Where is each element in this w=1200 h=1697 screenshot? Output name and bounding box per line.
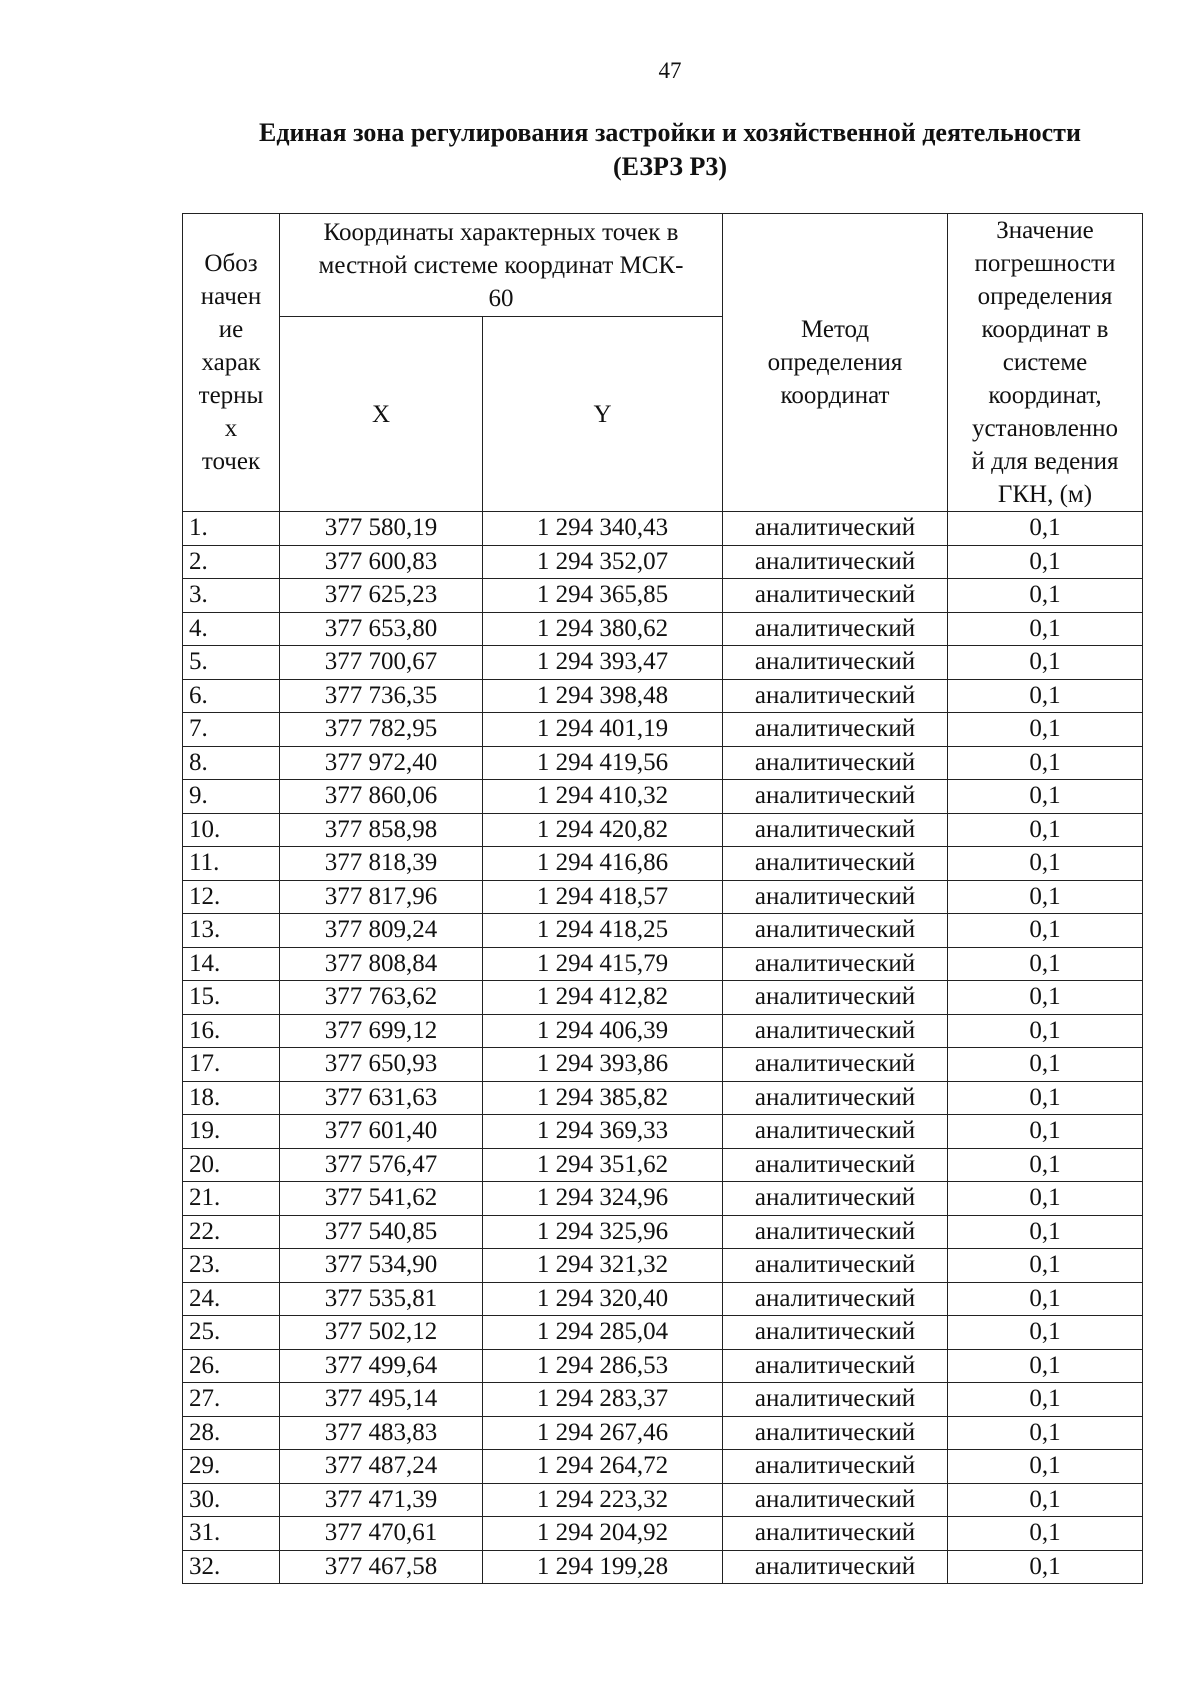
x-coordinate-cell: 377 483,83	[280, 1416, 483, 1450]
y-coordinate-cell: 1 294 365,85	[483, 579, 723, 613]
y-coordinate-cell: 1 294 410,32	[483, 780, 723, 814]
method-cell: аналитический	[723, 1550, 948, 1584]
method-cell: аналитический	[723, 880, 948, 914]
table-row	[183, 746, 1143, 780]
method-cell: аналитический	[723, 780, 948, 814]
x-coordinate-cell: 377 763,62	[280, 981, 483, 1015]
error-value-cell: 0,1	[948, 579, 1143, 613]
error-value-cell: 0,1	[948, 947, 1143, 981]
header-line: определения	[977, 283, 1113, 310]
method-cell: аналитический	[723, 1416, 948, 1450]
point-number-cell: 9.	[183, 780, 280, 814]
method-cell: аналитический	[723, 679, 948, 713]
y-coordinate-cell: 1 294 352,07	[483, 545, 723, 579]
y-coordinate-cell: 1 294 418,25	[483, 914, 723, 948]
method-cell: аналитический	[723, 981, 948, 1015]
method-cell: аналитический	[723, 813, 948, 847]
header-lines	[286, 216, 716, 315]
y-coordinate-cell: 1 294 369,33	[483, 1115, 723, 1149]
y-coordinate-cell: 1 294 420,82	[483, 813, 723, 847]
point-number-cell: 28.	[183, 1416, 280, 1450]
header-y: Y	[483, 317, 723, 512]
table-row	[183, 1182, 1143, 1216]
point-number-cell: 2.	[183, 545, 280, 579]
x-coordinate-cell: 377 601,40	[280, 1115, 483, 1149]
table-row	[183, 612, 1143, 646]
error-value-cell: 0,1	[948, 1215, 1143, 1249]
table-body	[183, 512, 1143, 1584]
method-cell: аналитический	[723, 1215, 948, 1249]
point-number-cell: 29.	[183, 1450, 280, 1484]
y-coordinate-cell: 1 294 385,82	[483, 1081, 723, 1115]
x-coordinate-cell: 377 699,12	[280, 1014, 483, 1048]
point-number-cell: 4.	[183, 612, 280, 646]
table-row	[183, 914, 1143, 948]
error-value-cell: 0,1	[948, 646, 1143, 680]
table-row	[183, 780, 1143, 814]
y-coordinate-cell: 1 294 416,86	[483, 847, 723, 881]
error-value-cell: 0,1	[948, 847, 1143, 881]
point-number-cell: 21.	[183, 1182, 280, 1216]
x-coordinate-cell: 377 782,95	[280, 713, 483, 747]
y-coordinate-cell: 1 294 380,62	[483, 612, 723, 646]
error-value-cell: 0,1	[948, 1349, 1143, 1383]
header-line: погрешности	[974, 250, 1116, 277]
page-number: 47	[658, 58, 682, 83]
point-number-cell: 20.	[183, 1148, 280, 1182]
method-cell: аналитический	[723, 713, 948, 747]
point-number-cell: 7.	[183, 713, 280, 747]
y-coordinate-cell: 1 294 340,43	[483, 512, 723, 546]
header-line: ие	[218, 316, 244, 343]
table-row	[183, 579, 1143, 613]
header-line: координат в	[981, 316, 1109, 343]
header-lines	[189, 247, 273, 478]
x-coordinate-cell: 377 972,40	[280, 746, 483, 780]
x-coordinate-cell: 377 502,12	[280, 1316, 483, 1350]
y-coordinate-cell: 1 294 321,32	[483, 1249, 723, 1283]
y-coordinate-cell: 1 294 412,82	[483, 981, 723, 1015]
x-coordinate-cell: 377 700,67	[280, 646, 483, 680]
header-line: х	[224, 415, 238, 442]
method-cell: аналитический	[723, 612, 948, 646]
method-cell: аналитический	[723, 1148, 948, 1182]
y-coordinate-cell: 1 294 223,32	[483, 1483, 723, 1517]
table-row	[183, 947, 1143, 981]
x-coordinate-cell: 377 470,61	[280, 1517, 483, 1551]
table-row	[183, 847, 1143, 881]
y-coordinate-cell: 1 294 351,62	[483, 1148, 723, 1182]
table-row	[183, 679, 1143, 713]
method-cell: аналитический	[723, 1349, 948, 1383]
error-value-cell: 0,1	[948, 1517, 1143, 1551]
header-lines	[729, 313, 941, 412]
method-cell: аналитический	[723, 579, 948, 613]
point-number-cell: 16.	[183, 1014, 280, 1048]
table-row	[183, 1383, 1143, 1417]
point-number-cell: 11.	[183, 847, 280, 881]
y-coordinate-cell: 1 294 199,28	[483, 1550, 723, 1584]
table-row	[183, 512, 1143, 546]
header-method	[723, 214, 948, 512]
method-cell: аналитический	[723, 512, 948, 546]
x-coordinate-cell: 377 487,24	[280, 1450, 483, 1484]
point-number-cell: 23.	[183, 1249, 280, 1283]
x-coordinate-cell: 377 499,64	[280, 1349, 483, 1383]
method-cell: аналитический	[723, 1450, 948, 1484]
x-coordinate-cell: 377 576,47	[280, 1148, 483, 1182]
error-value-cell: 0,1	[948, 545, 1143, 579]
table-row	[183, 1215, 1143, 1249]
x-coordinate-cell: 377 467,58	[280, 1550, 483, 1584]
y-coordinate-cell: 1 294 324,96	[483, 1182, 723, 1216]
error-value-cell: 0,1	[948, 780, 1143, 814]
point-number-cell: 10.	[183, 813, 280, 847]
point-number-cell: 15.	[183, 981, 280, 1015]
point-number-cell: 22.	[183, 1215, 280, 1249]
table-row	[183, 1483, 1143, 1517]
method-cell: аналитический	[723, 914, 948, 948]
error-value-cell: 0,1	[948, 679, 1143, 713]
header-error	[948, 214, 1143, 512]
point-number-cell: 18.	[183, 1081, 280, 1115]
table-row	[183, 646, 1143, 680]
y-coordinate-cell: 1 294 393,47	[483, 646, 723, 680]
table-row	[183, 1048, 1143, 1082]
table-row	[183, 1014, 1143, 1048]
header-x: X	[280, 317, 483, 512]
table-row	[183, 880, 1143, 914]
method-cell: аналитический	[723, 1048, 948, 1082]
y-coordinate-cell: 1 294 393,86	[483, 1048, 723, 1082]
y-coordinate-cell: 1 294 204,92	[483, 1517, 723, 1551]
error-value-cell: 0,1	[948, 1416, 1143, 1450]
method-cell: аналитический	[723, 1282, 948, 1316]
header-coordinates-group	[280, 214, 723, 317]
page-title	[200, 116, 1140, 184]
error-value-cell: 0,1	[948, 981, 1143, 1015]
method-cell: аналитический	[723, 1483, 948, 1517]
error-value-cell: 0,1	[948, 1282, 1143, 1316]
x-coordinate-cell: 377 653,80	[280, 612, 483, 646]
method-cell: аналитический	[723, 1383, 948, 1417]
header-line: й для ведения	[971, 448, 1119, 475]
title-line-2: (ЕЗРЗ Р3)	[612, 152, 727, 181]
title-line-1: Единая зона регулирования застройки и хозяйственной деятельности	[259, 118, 1081, 147]
header-line: координат,	[988, 382, 1102, 409]
error-value-cell: 0,1	[948, 1081, 1143, 1115]
header-line: определения	[767, 349, 903, 376]
error-value-cell: 0,1	[948, 512, 1143, 546]
point-number-cell: 24.	[183, 1282, 280, 1316]
error-value-cell: 0,1	[948, 1450, 1143, 1484]
method-cell: аналитический	[723, 1115, 948, 1149]
point-number-cell: 3.	[183, 579, 280, 613]
point-number-cell: 27.	[183, 1383, 280, 1417]
error-value-cell: 0,1	[948, 813, 1143, 847]
y-coordinate-cell: 1 294 406,39	[483, 1014, 723, 1048]
y-coordinate-cell: 1 294 285,04	[483, 1316, 723, 1350]
header-line: 60	[488, 284, 514, 312]
point-number-cell: 8.	[183, 746, 280, 780]
error-value-cell: 0,1	[948, 1182, 1143, 1216]
header-line: координат	[780, 382, 890, 409]
error-value-cell: 0,1	[948, 1014, 1143, 1048]
table-row	[183, 1349, 1143, 1383]
x-coordinate-cell: 377 471,39	[280, 1483, 483, 1517]
error-value-cell: 0,1	[948, 914, 1143, 948]
error-value-cell: 0,1	[948, 1383, 1143, 1417]
x-coordinate-cell: 377 535,81	[280, 1282, 483, 1316]
x-coordinate-cell: 377 860,06	[280, 780, 483, 814]
table-row	[183, 1517, 1143, 1551]
y-coordinate-cell: 1 294 325,96	[483, 1215, 723, 1249]
table-row	[183, 1450, 1143, 1484]
header-line: установленно	[971, 415, 1119, 442]
header-line: местной системе координат МСК-	[318, 251, 684, 279]
x-coordinate-cell: 377 534,90	[280, 1249, 483, 1283]
point-number-cell: 19.	[183, 1115, 280, 1149]
y-coordinate-cell: 1 294 267,46	[483, 1416, 723, 1450]
header-line: харак	[201, 349, 261, 376]
point-number-cell: 32.	[183, 1550, 280, 1584]
x-coordinate-cell: 377 631,63	[280, 1081, 483, 1115]
header-lines	[954, 214, 1136, 511]
method-cell: аналитический	[723, 1517, 948, 1551]
y-coordinate-cell: 1 294 264,72	[483, 1450, 723, 1484]
method-cell: аналитический	[723, 646, 948, 680]
table-row	[183, 1550, 1143, 1584]
y-coordinate-cell: 1 294 286,53	[483, 1349, 723, 1383]
error-value-cell: 0,1	[948, 1249, 1143, 1283]
error-value-cell: 0,1	[948, 746, 1143, 780]
y-coordinate-cell: 1 294 283,37	[483, 1383, 723, 1417]
table-row	[183, 981, 1143, 1015]
header-line: системе	[1002, 349, 1088, 376]
table-row	[183, 1249, 1143, 1283]
table-row	[183, 713, 1143, 747]
table-row	[183, 545, 1143, 579]
table-row	[183, 1282, 1143, 1316]
error-value-cell: 0,1	[948, 612, 1143, 646]
header-line: Координаты характерных точек в	[323, 218, 679, 246]
point-number-cell: 17.	[183, 1048, 280, 1082]
y-coordinate-cell: 1 294 419,56	[483, 746, 723, 780]
y-coordinate-cell: 1 294 401,19	[483, 713, 723, 747]
x-coordinate-cell: 377 808,84	[280, 947, 483, 981]
error-value-cell: 0,1	[948, 1483, 1143, 1517]
header-line: Метод	[800, 316, 870, 343]
y-coordinate-cell: 1 294 415,79	[483, 947, 723, 981]
table-row	[183, 1416, 1143, 1450]
y-coordinate-cell: 1 294 418,57	[483, 880, 723, 914]
point-number-cell: 30.	[183, 1483, 280, 1517]
table-row	[183, 1081, 1143, 1115]
x-coordinate-cell: 377 818,39	[280, 847, 483, 881]
method-cell: аналитический	[723, 847, 948, 881]
point-number-cell: 25.	[183, 1316, 280, 1350]
method-cell: аналитический	[723, 1316, 948, 1350]
error-value-cell: 0,1	[948, 1550, 1143, 1584]
error-value-cell: 0,1	[948, 1048, 1143, 1082]
coordinates-table	[182, 213, 1143, 1584]
header-line: Значение	[996, 217, 1094, 244]
method-cell: аналитический	[723, 947, 948, 981]
x-coordinate-cell: 377 541,62	[280, 1182, 483, 1216]
x-coordinate-cell: 377 495,14	[280, 1383, 483, 1417]
x-coordinate-cell: 377 600,83	[280, 545, 483, 579]
point-number-cell: 5.	[183, 646, 280, 680]
error-value-cell: 0,1	[948, 1115, 1143, 1149]
y-coordinate-cell: 1 294 398,48	[483, 679, 723, 713]
header-line: ГКН, (м)	[997, 481, 1093, 508]
method-cell: аналитический	[723, 545, 948, 579]
table-row	[183, 1316, 1143, 1350]
x-coordinate-cell: 377 736,35	[280, 679, 483, 713]
point-number-cell: 14.	[183, 947, 280, 981]
point-number-cell: 31.	[183, 1517, 280, 1551]
header-line: терны	[198, 382, 264, 409]
y-coordinate-cell: 1 294 320,40	[483, 1282, 723, 1316]
x-coordinate-cell: 377 625,23	[280, 579, 483, 613]
error-value-cell: 0,1	[948, 1316, 1143, 1350]
method-cell: аналитический	[723, 1014, 948, 1048]
table-row	[183, 1115, 1143, 1149]
table-row	[183, 813, 1143, 847]
error-value-cell: 0,1	[948, 713, 1143, 747]
header-line: Обоз	[204, 250, 258, 277]
error-value-cell: 0,1	[948, 1148, 1143, 1182]
point-number-cell: 1.	[183, 512, 280, 546]
error-value-cell: 0,1	[948, 880, 1143, 914]
point-number-cell: 26.	[183, 1349, 280, 1383]
x-coordinate-cell: 377 817,96	[280, 880, 483, 914]
method-cell: аналитический	[723, 746, 948, 780]
x-coordinate-cell: 377 858,98	[280, 813, 483, 847]
x-coordinate-cell: 377 650,93	[280, 1048, 483, 1082]
method-cell: аналитический	[723, 1182, 948, 1216]
x-coordinate-cell: 377 809,24	[280, 914, 483, 948]
point-number-cell: 6.	[183, 679, 280, 713]
header-point-name	[183, 214, 280, 512]
method-cell: аналитический	[723, 1081, 948, 1115]
point-number-cell: 12.	[183, 880, 280, 914]
table-row	[183, 1148, 1143, 1182]
header-line: точек	[201, 448, 261, 475]
x-coordinate-cell: 377 580,19	[280, 512, 483, 546]
method-cell: аналитический	[723, 1249, 948, 1283]
header-line: начен	[200, 283, 262, 310]
x-coordinate-cell: 377 540,85	[280, 1215, 483, 1249]
point-number-cell: 13.	[183, 914, 280, 948]
